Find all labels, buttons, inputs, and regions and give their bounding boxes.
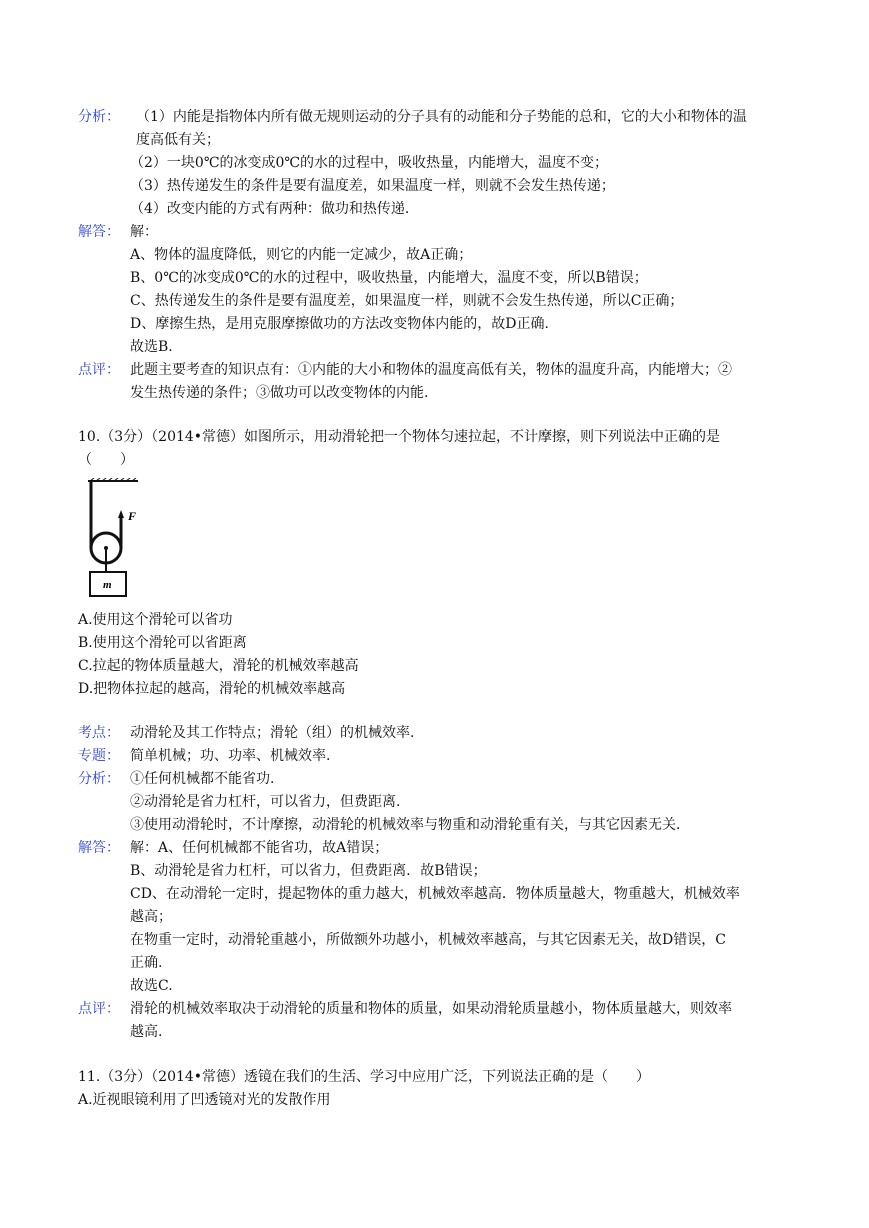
solution-choice: 故选B. <box>130 339 173 355</box>
mass-label: m <box>103 579 112 591</box>
analysis-label: 分析： <box>78 109 120 125</box>
analysis-line: ③使用动滑轮时，不计摩擦，动滑轮的机械效率与物重和动滑轮重有关，与其它因素无关. <box>130 817 681 833</box>
solution-line: 在物重一定时，动滑轮重越小，所做额外功越小，机械效率越高，与其它因素无关，故D错误，C <box>130 932 726 948</box>
question-11-stem: 11.（3分）（2014•常德）透镜在我们的生活、学习中应用广泛，下列说法正确的是（ ） <box>78 1069 651 1085</box>
comment-line: 发生热传递的条件；③做功可以改变物体的内能. <box>130 385 429 401</box>
analysis-line: （2）一块0℃的冰变成0℃的水的过程中，吸收热量，内能增大，温度不变； <box>130 155 609 171</box>
solution-line: B、0℃的冰变成0℃的水的过程中，吸收热量，内能增大，温度不变，所以B错误； <box>130 270 648 286</box>
solution-label: 解答： <box>78 840 120 856</box>
analysis-line: （3）热传递发生的条件是要有温度差，如果温度一样，则就不会发生热传递； <box>130 178 615 194</box>
force-arrow <box>118 510 124 518</box>
analysis-line: ②动滑轮是省力杠杆，可以省力，但费距离. <box>130 794 401 810</box>
option-b: B.使用这个滑轮可以省距离 <box>78 635 247 651</box>
kaodian-label: 考点： <box>78 725 120 741</box>
solution-line: C、热传递发生的条件是要有温度差，如果温度一样，则就不会发生热传递，所以C正确； <box>130 293 684 309</box>
comment-line: 滑轮的机械效率取决于动滑轮的质量和物体的质量，如果动滑轮质量越小，物体质量越大，则效率 <box>130 1001 732 1017</box>
movable-pulley-figure <box>84 478 144 604</box>
zhuanti-text: 简单机械；功、功率、机械效率. <box>130 748 331 764</box>
solution-line: 正确. <box>130 955 163 971</box>
analysis-line: （1）内能是指物体内所有做无规则运动的分子具有的动能和分子势能的总和，它的大小和物体的温 <box>136 109 747 125</box>
solution-line: B、动滑轮是省力杠杆，可以省力，但费距离．故B错误； <box>130 863 487 879</box>
comment-line: 此题主要考查的知识点有：①内能的大小和物体的温度高低有关，物体的温度升高，内能增大；② <box>130 362 732 378</box>
kaodian-text: 动滑轮及其工作特点；滑轮（组）的机械效率. <box>130 725 415 741</box>
solution-choice: 故选C. <box>130 978 173 994</box>
comment-line: 越高. <box>130 1024 163 1040</box>
question-11-option-a: A.近视眼镜利用了凹透镜对光的发散作用 <box>78 1092 331 1108</box>
option-c: C.拉起的物体质量越大，滑轮的机械效率越高 <box>78 658 359 674</box>
option-d: D.把物体拉起的越高，滑轮的机械效率越高 <box>78 681 346 697</box>
solution-line: 解：A、任何机械都不能省功，故A错误； <box>130 840 389 856</box>
comment-label: 点评： <box>78 362 120 378</box>
solution-line: 越高； <box>130 909 172 925</box>
solution-line: A、物体的温度降低，则它的内能一定减少，故A正确； <box>130 247 473 263</box>
solution-label: 解答： <box>78 224 120 240</box>
analysis-line: 度高低有关； <box>136 132 220 148</box>
question-10-stem: 10.（3分）（2014•常德）如图所示，用动滑轮把一个物体匀速拉起，不计摩擦，则下列说法中正确的是 <box>78 429 721 445</box>
comment-label: 点评： <box>78 1001 120 1017</box>
option-a: A.使用这个滑轮可以省功 <box>78 612 233 628</box>
analysis-line: ①任何机械都不能省功. <box>130 771 275 787</box>
solution-line: CD、在动滑轮一定时，提起物体的重力越大，机械效率越高．物体质量越大，物重越大，机械效率 <box>130 886 740 902</box>
zhuanti-label: 专题： <box>78 748 120 764</box>
analysis-line: （4）改变内能的方式有两种：做功和热传递. <box>130 201 410 217</box>
analysis-label: 分析： <box>78 771 120 787</box>
question-10-stem-blank: （ ） <box>78 452 134 468</box>
force-label: F <box>128 509 137 523</box>
solution-line: 解： <box>130 224 158 240</box>
solution-line: D、摩擦生热，是用克服摩擦做功的方法改变物体内能的，故D正确. <box>130 316 549 332</box>
